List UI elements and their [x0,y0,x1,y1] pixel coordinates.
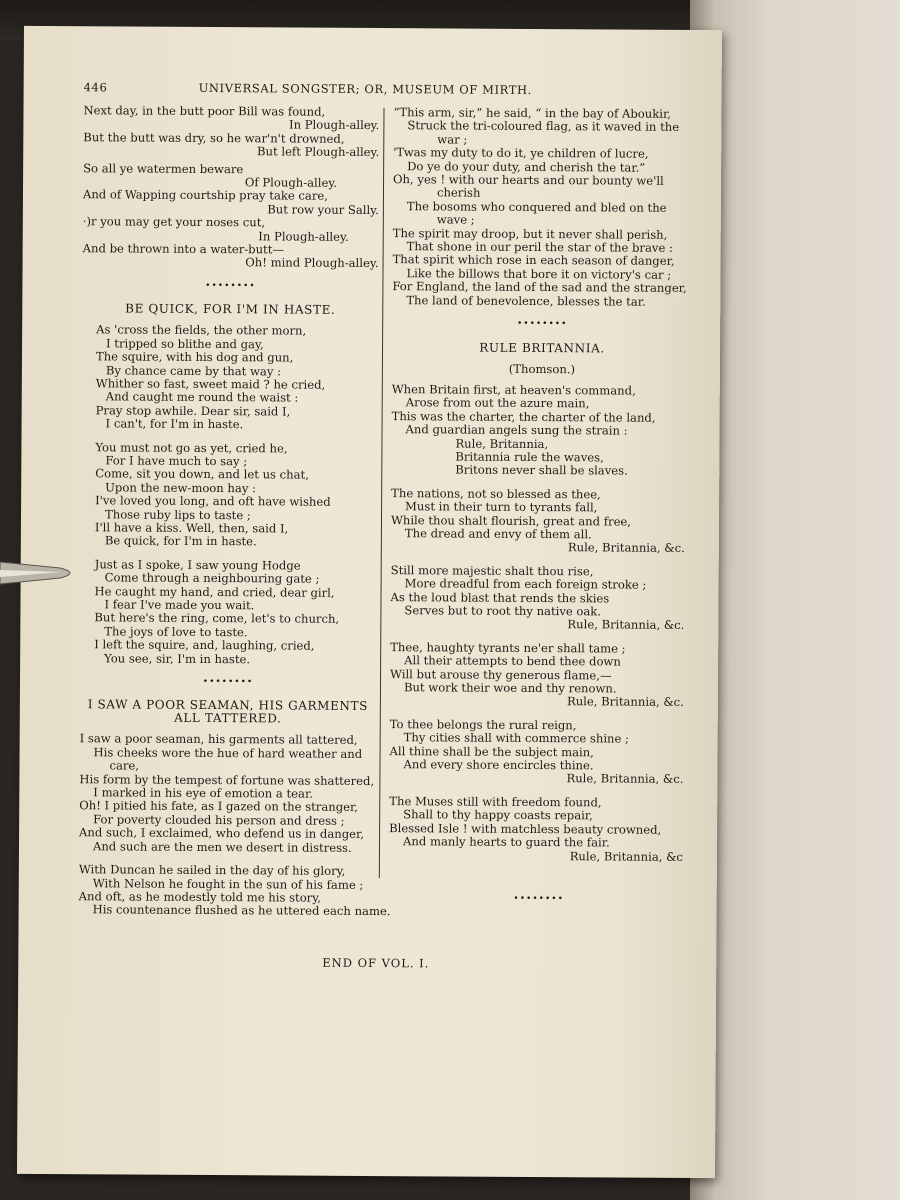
book-page [17,26,722,1178]
verse-line: In Plough-alley. [258,228,349,244]
refrain-line: Rule, Britannia, &c. [567,617,685,633]
verse-line: Will but arouse thy generous flame,— [390,666,612,683]
verse-line: You must not go as yet, cried he, [95,439,288,456]
stanza [82,324,379,433]
verse-line: I fear I've made you wait. [104,597,255,613]
verse-line: His cheeks wore the hue of hard weather and [93,745,363,761]
verse-line: For I have much to say ; [105,453,248,469]
verse-line: When Britain first, at heaven's command, [391,382,636,398]
song-title: BE QUICK, FOR I'M IN HASTE. [125,301,336,318]
refrain-line: Rule, Britannia, &c. [566,771,684,787]
song-title-line: ALL TATTERED. [174,711,282,726]
verse-line: Come, sit you down, and let us chat, [95,466,309,482]
refrain-line: Britons never shall be slaves. [455,462,628,478]
verse-line: Like the billows that bore it on victory's car ; [406,266,672,282]
verse-line: That shone in our peril the star of the brave : [406,239,673,255]
stanza [83,104,379,159]
verse-line: While thou shalt flourish, great and free, [390,512,632,529]
verse-line: Pray stop awhile. Dear sir, said I, [95,403,291,419]
verse-line: Of Plough-alley. [244,175,338,190]
stanza [391,383,692,479]
verse-line: wave ; [436,212,475,227]
verse-line: He caught my hand, and cried, dear girl, [94,583,335,600]
verse-line: With Nelson he fought in the sun of his fame ; [92,875,364,892]
verse-line: Oh! mind Plough-alley. [245,255,379,271]
verse-line: His form by the tempest of fortune was shattered, [79,771,375,788]
right-column [389,106,694,917]
verse-line: By chance came by that way : [105,362,282,378]
verse-line: But the butt was dry, so he war'n't drowned, [83,130,345,146]
verse-line: The bosoms who conquered and bled on the [406,199,667,215]
verse-line: Do ye do your duty, and cherish the tar.” [407,158,646,175]
verse-line: That spirit which rose in each season of danger, [392,252,675,269]
verse-line: “This arm, sir,” he said, “ in the bay of Aboukir, [393,105,672,121]
stanza [83,162,380,271]
verse-line: The squire, with his dog and gun, [95,349,294,365]
verse-line: As the loud blast that rends the skies [390,589,610,606]
refrain-line: Britannia rule the waves, [455,449,604,465]
verse-line: And guardian angels sung the strain : [405,422,628,438]
verse-line: His countenance flushed as he uttered each name. [92,902,391,919]
ornament-divider: •••••••• [513,893,564,905]
verse-line: I saw a poor seaman, his garments all tattered, [79,731,358,748]
verse-line: Be quick, for I'm in haste. [104,533,257,549]
stanza [390,641,690,710]
verse-line: Still more majestic shalt thou rise, [390,562,594,579]
verse-line: But here's the ring, come, let's to church, [94,610,340,627]
verse-line: care, [109,758,140,773]
verse-line: More dreadful from each foreign stroke ; [404,576,647,592]
verse-line: As 'cross the fields, the other morn, [96,322,307,338]
verse-line: And be thrown into a water-butt— [82,241,285,257]
verse-line: Just as I spoke, I saw young Hodge [94,557,301,573]
verse-line: The spirit may droop, but it never shall perish, [392,225,668,242]
ornament-divider: •••••••• [516,318,568,330]
verse-line: Serves but to root thy native oak. [404,603,602,619]
column-divider [379,108,385,878]
verse-line: I marked in his eye of emotion a tear. [93,785,313,801]
refrain-line: Rule, Britannia, &c. [566,694,684,710]
refrain-line: Rule, Britannia, &c [569,848,683,864]
verse-line: In Plough-alley. [288,117,380,133]
refrain-line: Rule, Britannia, &c. [567,540,685,556]
verse-line: I tripped so blithe and gay, [106,336,264,352]
verse-line: war ; [437,132,468,147]
end-of-volume: END OF VOL. I. [322,955,430,971]
verse-line: Come through a neighbouring gate ; [104,570,320,586]
refrain-line: Rule, Britannia, [455,436,549,451]
verse-line: Those ruby lips to taste ; [104,506,251,522]
verse-line: For England, the land of the sad and the stranger, [392,279,687,296]
verse-line: Struck the tri-coloured flag, as it waved in the [407,118,680,135]
verse-line: Oh, yes ! with our hearts and our bounty we'll [393,172,664,188]
verse-line: All their attempts to bend thee down [404,653,621,669]
verse-line: The land of benevolence, blesses the tar. [406,292,646,309]
verse-line: Shall to thy happy coasts repair, [403,807,593,823]
verse-line: Arose from out the azure main, [405,395,590,411]
verse-line: cherish [436,185,481,201]
verse-line: And oft, as he modestly told me his story, [78,889,321,905]
verse-line: But left Plough-alley. [257,144,380,160]
verse-line: I can't, for I'm in haste. [105,416,244,432]
verse-line: The nations, not so blessed as thee, [391,485,601,502]
ornament-divider: •••••••• [205,280,256,292]
verse-line: I left the squire, and, laughing, cried, [94,637,315,653]
verse-line: And every shore encircles thine. [403,757,594,773]
verse-line: ·)r you may get your noses cut, [82,214,266,230]
stanza [389,718,689,787]
verse-line: Oh! I pitied his fate, as I gazed on the stranger, [79,798,359,815]
ornament-divider: •••••••• [202,677,254,688]
stanza [79,733,376,855]
stanza [390,564,690,633]
verse-line: And of Wapping courtship pray take care, [82,187,328,204]
verse-line: The joys of love to taste. [104,624,248,640]
stanza [392,106,693,309]
ribbon-marker [0,556,82,590]
verse-line: Thee, haughty tyrants ne'er shall tame ; [390,639,626,656]
verse-line: I'll have a kiss. Well, then, said I, [94,520,289,536]
verse-line: 'Twas my duty to do it, ye children of lucre, [393,145,649,161]
verse-line: But work their woe and thy renown. [403,680,617,696]
verse-line: Whither so fast, sweet maid ? he cried, [95,376,326,392]
stanza [389,795,689,864]
verse-line: Blessed Isle ! with matchless beauty crowned, [389,820,662,837]
verse-line: Upon the new-moon hay : [105,480,257,496]
verse-line: The Muses still with freedom found, [389,793,602,810]
verse-line: And caught me round the waist : [105,389,299,405]
stanza [391,487,691,556]
verse-line: I've loved you long, and oft have wished [95,493,331,509]
page-number: 446 [83,80,108,95]
running-header [84,80,584,101]
verse-line: You see, sir, I'm in haste. [104,650,251,666]
facing-page [690,0,900,1200]
song-title: RULE BRITANNIA. [479,340,605,355]
running-title: UNIVERSAL SONGSTER; OR, MUSEUM OF MIRTH. [198,80,532,97]
stanza [80,558,377,667]
verse-line: To thee belongs the rural reign, [389,716,577,733]
verse-line: With Duncan he sailed in the day of his glory, [78,862,346,878]
verse-line: All thine shall be the subject main, [389,743,594,760]
verse-line: The dread and envy of them all. [404,526,592,542]
verse-line: But row your Sally. [267,202,379,217]
verse-line: For poverty clouded his person and dress ; [93,812,345,828]
verse-line: And manly hearts to guard the fair. [402,834,610,850]
verse-line: Next day, in the butt poor Bill was found, [83,103,326,119]
stanza [78,862,391,919]
left-column [78,103,391,929]
verse-line: Thy cities shall with commerce shine ; [403,730,630,746]
verse-line: So all ye watermen beware [83,160,244,176]
verse-line: And such, I exclaimed, who defend us in danger, [79,825,365,842]
song-title [80,699,376,727]
song-title-line: I SAW A POOR SEAMAN, HIS GARMENTS [87,697,369,714]
verse-line: And such are the men we desert in distress. [92,838,352,855]
stanza [81,441,378,550]
verse-line: This was the charter, the charter of the land, [391,408,656,425]
verse-line: Must in their turn to tyrants fall, [405,499,598,515]
song-attribution: (Thomson.) [508,361,576,376]
